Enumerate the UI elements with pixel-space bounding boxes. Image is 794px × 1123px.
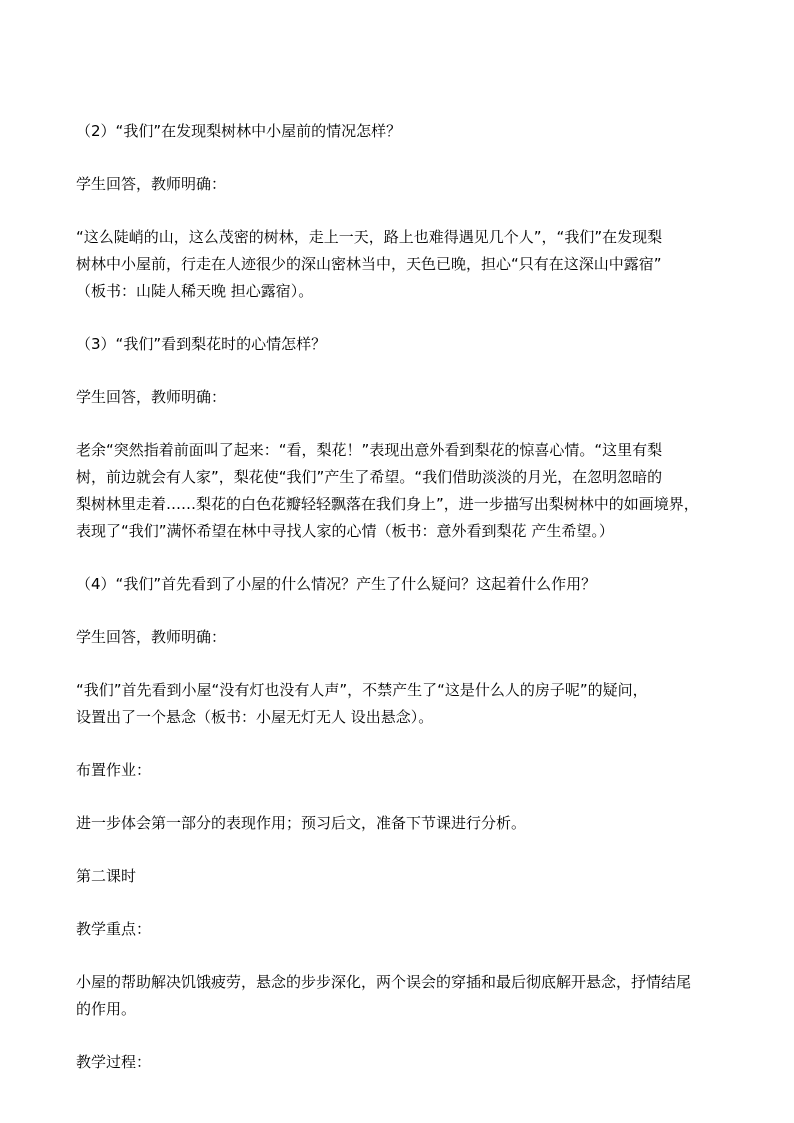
text-line: （板书：山陡人稀天晚 担心露宿）。: [76, 282, 314, 300]
question-3: （3）“我们”看到梨花时的心情怎样？: [76, 335, 327, 353]
text-line: 小屋的帮助解决饥饿疲劳，悬念的步步深化，两个误会的穿插和最后彻底解开悬念，抒情结尾: [76, 973, 692, 991]
text-line: 老余“突然指着前面叫了起来：“看，梨花！”表现出意外看到梨花的惊喜心情。“这里有梨: [76, 441, 663, 459]
process-label: 教学过程：: [76, 1053, 152, 1071]
question-4: （4）“我们”首先看到了小屋的什么情况？产生了什么疑问？这起着什么作用？: [76, 575, 597, 593]
section-heading: 第二课时: [76, 867, 137, 885]
answer-label: 学生回答，教师明确：: [76, 628, 227, 646]
question-4-answer: [76, 677, 722, 731]
text-line: 的作用。: [76, 1000, 137, 1018]
text-line: 树林中小屋前，行走在人迹很少的深山密林当中，天色已晚，担心“只有在这深山中露宿”: [76, 255, 662, 273]
text-line: “我们”首先看到小屋“没有灯也没有人声”，不禁产生了“这是什么人的房子呢”的疑问，: [76, 681, 648, 699]
text-line: “这么陡峭的山，这么茂密的树林，走上一天，路上也难得遇见几个人”，“我们”在发现梨: [76, 228, 663, 246]
text-line: 树，前边就会有人家”，梨花使“我们”产生了希望。“我们借助淡淡的月光，在忽明忽暗的: [76, 468, 663, 486]
question-2: （2）“我们”在发现梨树林中小屋前的情况怎样？: [76, 122, 402, 140]
focus-label: 教学重点：: [76, 920, 152, 938]
text-line: 梨树林里走着……梨花的白色花瓣轻轻飘落在我们身上”，进一步描写出梨树林中的如画境界，: [76, 495, 699, 513]
question-2-answer: [76, 224, 722, 305]
document-page: [76, 118, 722, 1102]
focus-text: [76, 969, 722, 1023]
answer-label: 学生回答，教师明确：: [76, 175, 227, 193]
question-3-answer: [76, 437, 722, 545]
text-line: 设置出了一个悬念（板书：小屋无灯无人 设出悬念）。: [76, 708, 434, 726]
homework-text: 进一步体会第一部分的表现作用；预习后文，准备下节课进行分析。: [76, 814, 527, 832]
homework-label: 布置作业：: [76, 761, 152, 779]
answer-label: 学生回答，教师明确：: [76, 388, 227, 406]
text-line: 表现了“我们”满怀希望在林中寻找人家的心情（板书：意外看到梨花 产生希望。）: [76, 522, 614, 540]
